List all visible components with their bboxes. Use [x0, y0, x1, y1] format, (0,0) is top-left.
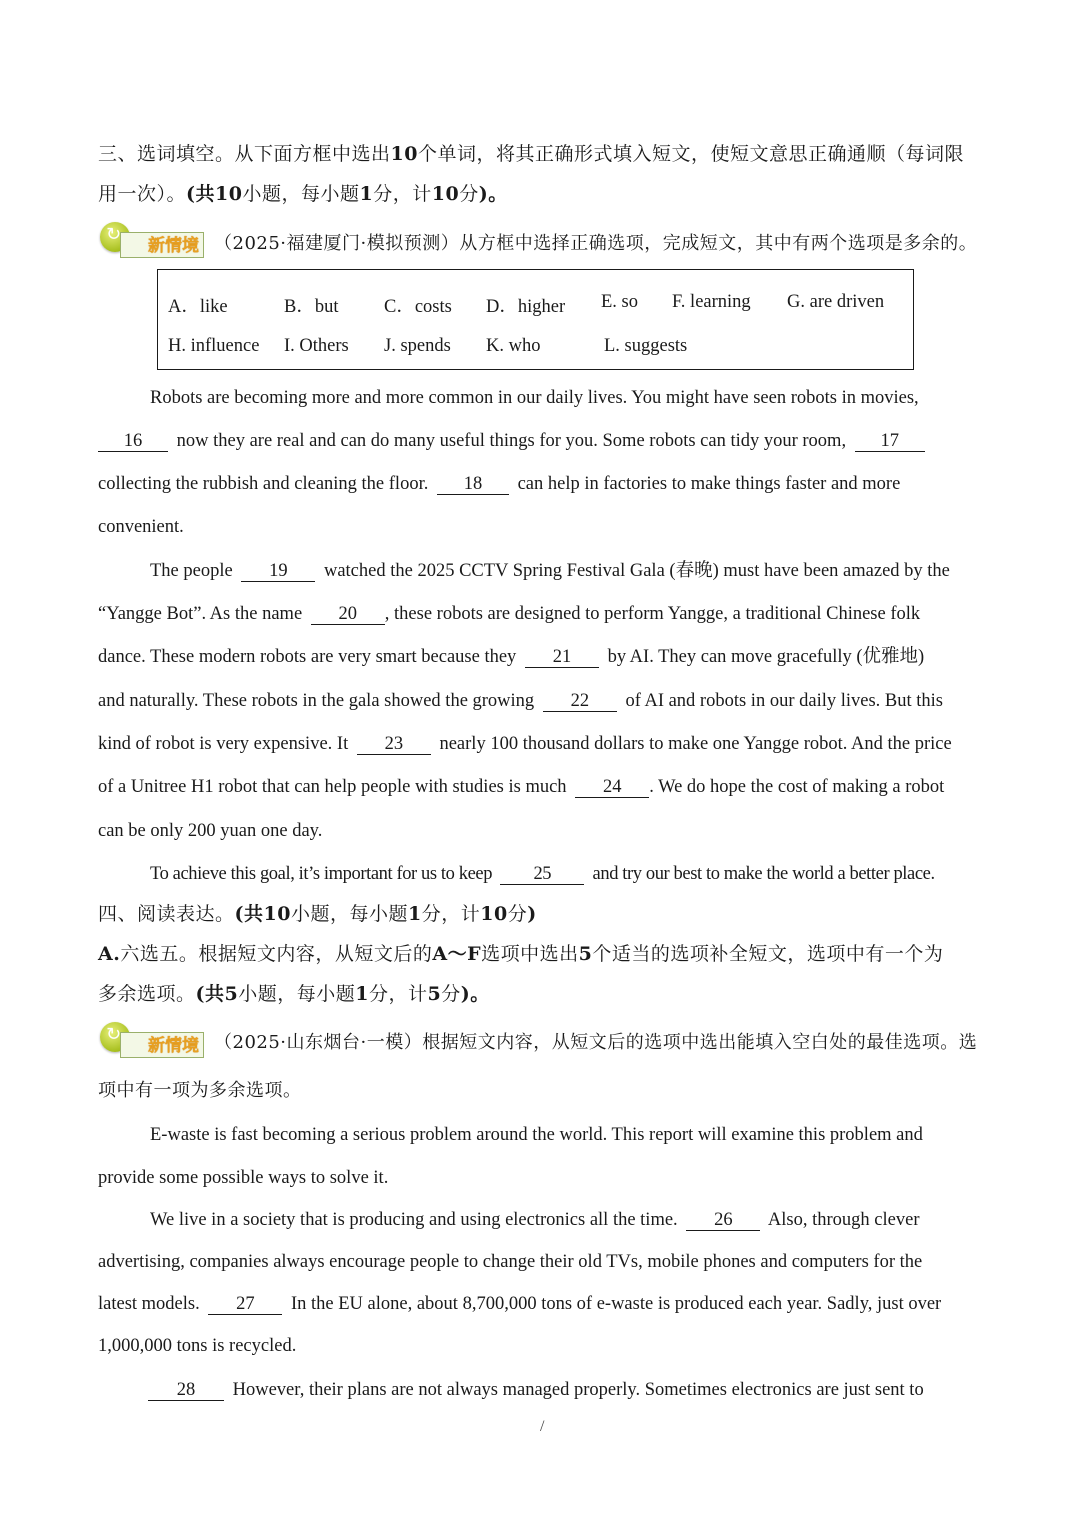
- heading-text: 用一次）。: [98, 183, 187, 205]
- heading-text: 共: [205, 983, 225, 1005]
- blank-number: 24: [602, 777, 622, 797]
- blank-28[interactable]: [148, 1380, 224, 1401]
- heading-text: 分，计: [369, 983, 428, 1005]
- heading-text: 个单词，将其正确形式填入短文，使短文意思正确通顺（每词限: [417, 143, 964, 165]
- passage1-line: Robots are becoming more and more common in our daily lives. You might have seen robots in movies,: [150, 388, 919, 408]
- passage-text: watched the 2025 CCTV Spring Festival Gala (春晚) must have been amazed by the: [323, 561, 950, 581]
- blank-number: 20: [338, 604, 358, 624]
- passage2-line: [150, 1208, 919, 1232]
- passage1-line: [98, 429, 929, 453]
- passage-text: “Yangge Bot”. As the name: [98, 604, 303, 624]
- blank-16[interactable]: [98, 431, 168, 452]
- option-k: K. who: [486, 336, 541, 356]
- blank-23[interactable]: [357, 734, 431, 755]
- heading-number: A～F: [432, 943, 482, 965]
- blank-number: 19: [269, 561, 288, 581]
- passage-text: The people: [150, 561, 233, 581]
- passage2-line: [98, 1292, 941, 1316]
- new-scenario-badge: [98, 222, 206, 262]
- heading-number: 5: [427, 983, 442, 1005]
- passage2-line: advertising, companies always encourage people to change their old TVs, mobile phones and computers for the: [98, 1252, 923, 1272]
- blank-number: 25: [533, 864, 552, 884]
- option-l: L. suggests: [604, 336, 688, 356]
- blank-24[interactable]: [575, 777, 649, 798]
- heading-text: 分，计: [421, 903, 481, 925]
- blank-number: 26: [714, 1210, 733, 1230]
- section3-heading-line2: [98, 182, 508, 206]
- passage-text: by AI. They can move gracefully (优雅地): [607, 647, 925, 667]
- heading-text: 小题，每小题: [290, 903, 408, 925]
- option-i: I. Others: [284, 336, 349, 356]
- heading-number: 10: [480, 903, 508, 925]
- blank-21[interactable]: [525, 647, 599, 668]
- option-a: A．like: [168, 297, 228, 317]
- section4-instruction-line2: 项中有一项为多余选项。: [98, 1080, 302, 1101]
- option-b: B．but: [284, 297, 339, 317]
- passage-text: In the EU alone, about 8,700,000 tons of e-waste is produced each year. Sadly, just over: [290, 1294, 942, 1314]
- passage-text: nearly 100 thousand dollars to make one Yangge robot. And the price: [439, 734, 952, 754]
- paren: (: [195, 983, 206, 1005]
- passage-text: dance. These modern robots are very smart because they: [98, 647, 517, 667]
- blank-22[interactable]: [543, 691, 617, 712]
- heading-text: 多余选项。: [98, 983, 196, 1005]
- option-d: D．higher: [486, 297, 566, 317]
- heading-text: 共: [244, 903, 264, 925]
- heading-number: 5: [578, 943, 593, 965]
- passage1-line: convenient.: [98, 517, 184, 537]
- option-g: G. are driven: [787, 292, 885, 312]
- passage1-line: can be only 200 yuan one day.: [98, 821, 323, 841]
- passage-text: and try our best to make the world a better place.: [592, 864, 935, 884]
- new-scenario-badge: [98, 1022, 206, 1062]
- blank-17[interactable]: [855, 431, 925, 452]
- badge-label: 新情境: [120, 1032, 204, 1058]
- blank-number: 17: [880, 431, 899, 451]
- heading-text: 分: [507, 903, 528, 925]
- section3-instruction: （2025·福建厦门·模拟预测）从方框中选择正确选项，完成短文，其中有两个选项是多余的。: [214, 233, 978, 254]
- heading-number: 10: [390, 143, 418, 165]
- passage-text: latest models.: [98, 1294, 200, 1314]
- heading-number: 10: [263, 903, 291, 925]
- section4-instruction-line1: （2025·山东烟台·一模）根据短文内容，从短文后的选项中选出能填入空白处的最佳选项。选: [214, 1032, 978, 1053]
- blank-number: 27: [236, 1294, 255, 1314]
- passage1-line: [150, 559, 950, 583]
- passage-text: We live in a society that is producing and using electronics all the time.: [150, 1210, 678, 1230]
- option-h: H. influence: [168, 336, 260, 356]
- paren: (: [186, 183, 196, 205]
- blank-number: 23: [384, 734, 404, 754]
- blank-number: 18: [463, 474, 483, 494]
- section4-a-line2: [98, 982, 490, 1006]
- word-bank-box: [157, 269, 914, 370]
- paren: )。: [478, 183, 508, 205]
- passage-text: and naturally. These robots in the gala showed the growing: [98, 691, 535, 711]
- section4-heading: [98, 902, 537, 926]
- heading-text: 分: [441, 983, 461, 1005]
- heading-number: 1: [408, 903, 422, 925]
- passage2-line: provide some possible ways to solve it.: [98, 1168, 389, 1188]
- passage1-line: [98, 472, 900, 496]
- option-e: E. so: [601, 292, 638, 312]
- option-f: F. learning: [672, 292, 751, 312]
- heading-text: 分，计: [373, 183, 432, 205]
- passage-text: To achieve this goal, it’s important for us to keep: [150, 864, 493, 884]
- section4-a-line1: [98, 942, 943, 966]
- passage-text: collecting the rubbish and cleaning the floor.: [98, 474, 429, 494]
- passage1-line: [98, 775, 944, 799]
- heading-text: 四、阅读表达。: [98, 903, 235, 925]
- paren: ): [527, 903, 537, 925]
- blank-number: 16: [123, 431, 143, 451]
- passage1-line: [98, 645, 924, 669]
- heading-text: 分: [459, 183, 479, 205]
- page-footer-mark: /: [540, 1418, 545, 1435]
- blank-number: 22: [570, 691, 590, 711]
- passage-text: However, their plans are not always managed properly. Sometimes electronics are just sent to: [232, 1380, 924, 1400]
- blank-20[interactable]: [311, 604, 385, 625]
- heading-number: 1: [359, 183, 374, 205]
- heading-number: 1: [355, 983, 370, 1005]
- blank-number: 28: [176, 1380, 196, 1400]
- passage2-line: E-waste is fast becoming a serious problem around the world. This report will examine this problem and: [150, 1125, 923, 1145]
- heading-number: 5: [224, 983, 239, 1005]
- passage-text: of AI and robots in our daily lives. But this: [625, 691, 943, 711]
- badge-label: 新情境: [120, 232, 204, 258]
- passage1-line: [150, 862, 935, 886]
- heading-text: 共: [195, 183, 216, 205]
- option-c: C．costs: [384, 297, 452, 317]
- passage1-line: [98, 602, 920, 626]
- passage-text: of a Unitree H1 robot that can help people with studies is much: [98, 777, 567, 797]
- blank-27[interactable]: [208, 1294, 282, 1315]
- heading-text: 个适当的选项补全短文，选项中有一个为: [592, 943, 944, 965]
- paren: )。: [460, 983, 490, 1005]
- blank-25[interactable]: [500, 864, 584, 885]
- heading-text: 小题，每小题: [238, 983, 356, 1005]
- passage1-line: [98, 689, 943, 713]
- passage-text: Also, through clever: [767, 1210, 920, 1230]
- blank-number: 21: [552, 647, 572, 667]
- blank-19[interactable]: [241, 561, 315, 582]
- part-label: A.: [98, 943, 121, 965]
- passage1-line: [98, 732, 952, 756]
- heading-number: 10: [431, 183, 460, 205]
- blank-26[interactable]: [686, 1210, 760, 1231]
- option-j: J. spends: [384, 336, 451, 356]
- passage-text: now they are real and can do many useful things for you. Some robots can tidy your room,: [176, 431, 847, 451]
- passage2-line: 1,000,000 tons is recycled.: [98, 1336, 297, 1356]
- heading-text: 三、选词填空。从下面方框中选出: [98, 143, 391, 165]
- paren: (: [234, 903, 245, 925]
- passage-text: can help in factories to make things faster and more: [517, 474, 901, 494]
- blank-18[interactable]: [437, 474, 509, 495]
- passage-text: . We do hope the cost of making a robot: [649, 777, 945, 797]
- passage-text: kind of robot is very expensive. It: [98, 734, 349, 754]
- heading-number: 10: [215, 183, 243, 205]
- passage-text: , these robots are designed to perform Yangge, a traditional Chinese folk: [384, 604, 921, 624]
- heading-text: 小题，每小题: [242, 183, 360, 205]
- section3-heading-line1: [98, 142, 964, 166]
- passage2-line: [148, 1378, 924, 1402]
- heading-text: 选项中选出: [481, 943, 579, 965]
- heading-text: 六选五。根据短文内容，从短文后的: [120, 943, 433, 965]
